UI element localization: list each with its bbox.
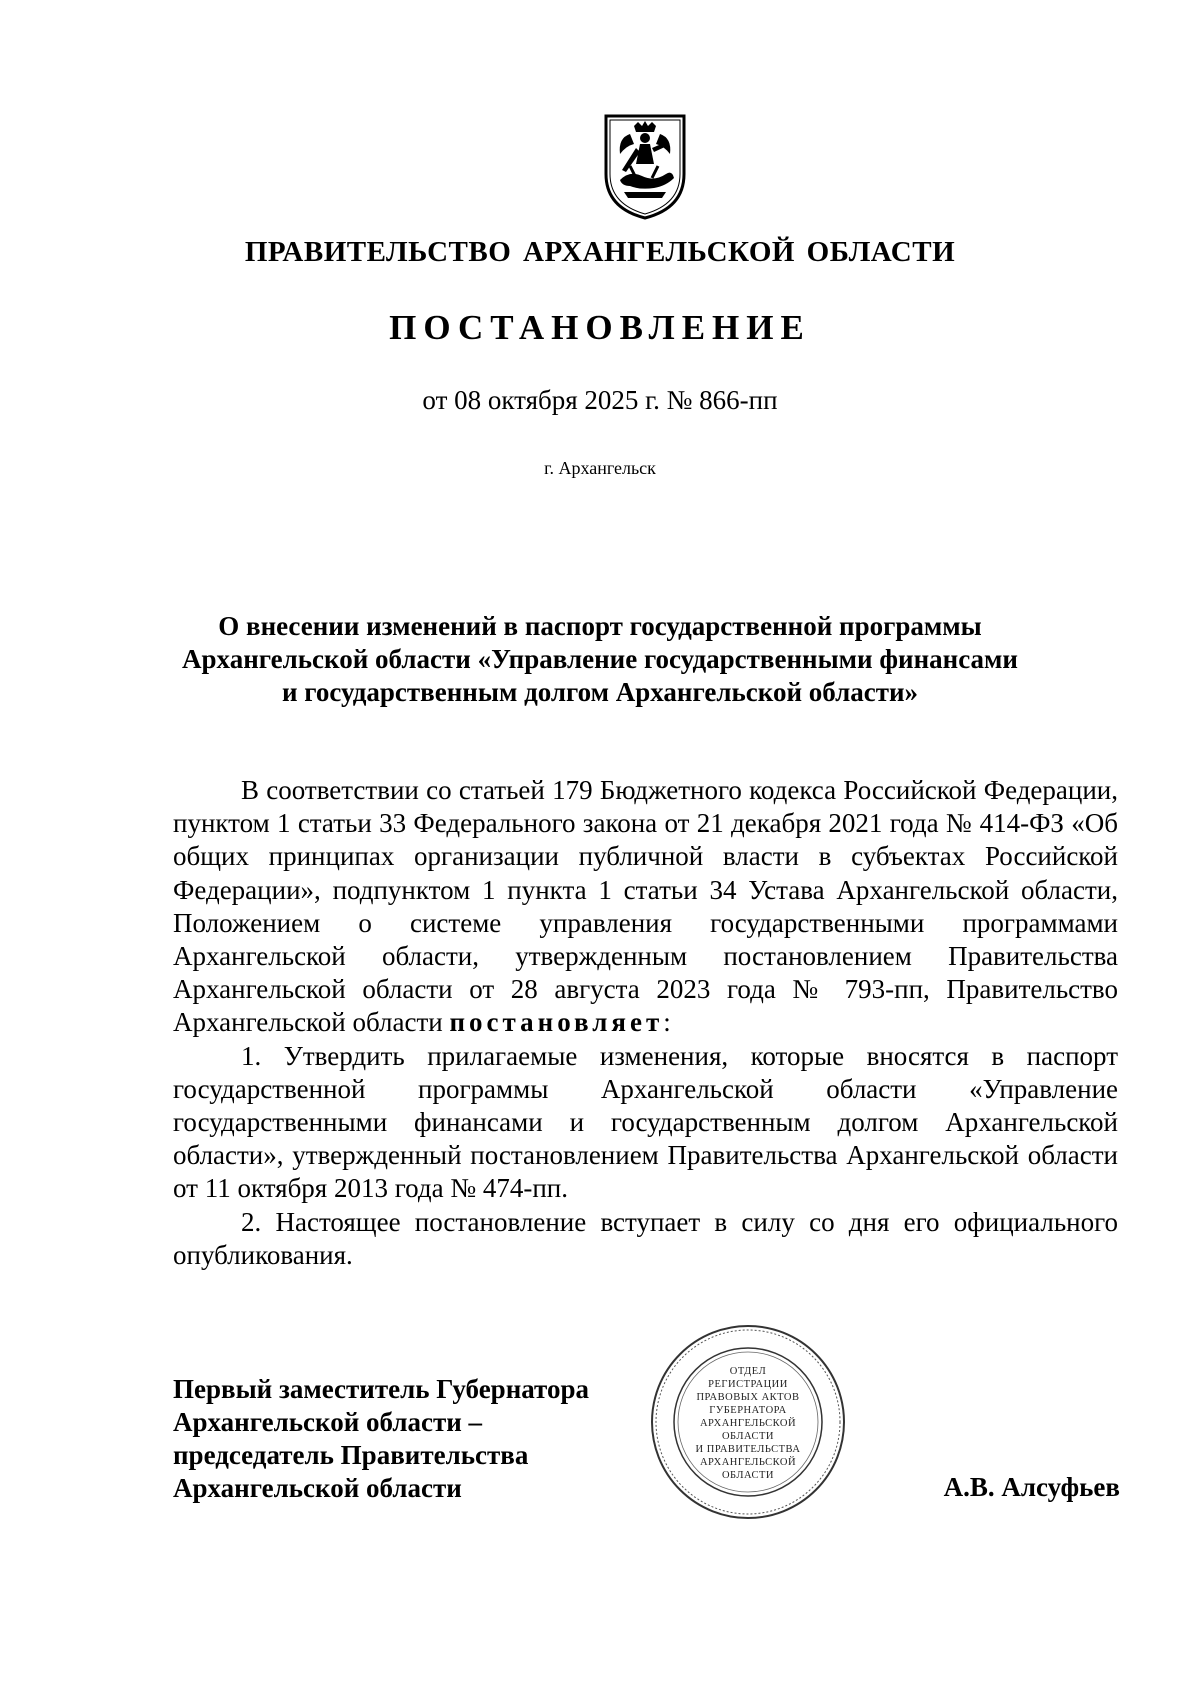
title-line: О внесении изменений в паспорт государственной программы (218, 611, 982, 641)
preamble-paragraph (173, 774, 1118, 1040)
seal-line: АРХАНГЕЛЬСКОЙ (699, 1457, 797, 1468)
resolves-word: постановляет (449, 1007, 664, 1038)
document-body (173, 774, 1118, 1272)
seal-line: ОБЛАСТИ (721, 1431, 775, 1442)
seal-text (648, 1322, 848, 1522)
city: г. Архангельск (544, 458, 656, 478)
document-date-number: от 08 октября 2025 г. № 866-пп (422, 385, 778, 415)
seal-line: ГУБЕРНАТОРА (709, 1405, 787, 1416)
coat-of-arms-icon (600, 112, 690, 222)
document-title (150, 610, 1050, 709)
official-seal-icon (648, 1322, 848, 1522)
document-type: ПОСТАНОВЛЕНИЕ (389, 308, 811, 347)
signer-position-line: председатель Правительства (173, 1440, 529, 1470)
title-line: Архангельской области «Управление государственными финансами (182, 644, 1018, 674)
seal-line: ОТДЕЛ (729, 1366, 767, 1377)
item-2: 2. Настоящее постановление вступает в силу со дня его официального опубликования. (173, 1206, 1118, 1270)
colon: : (663, 1007, 671, 1038)
signer-position (173, 1373, 589, 1505)
signer-name: А.В. Алсуфьев (943, 1472, 1120, 1502)
seal-line: ПРАВОВЫХ АКТОВ (696, 1392, 800, 1403)
seal-line: ОБЛАСТИ (721, 1470, 775, 1481)
organization-name: ПРАВИТЕЛЬСТВО АРХАНГЕЛЬСКОЙ ОБЛАСТИ (244, 236, 956, 268)
preamble-text: В соответствии со статьей 179 Бюджетного кодекса Российской Федерации, пунктом 1 статьи 33 Федерального закона от 21 декабря 2021 года № 414-ФЗ «Об общих принципах организации публичной власти в субъектах Российской Федерации», подпунктом 1 пункта 1 статьи 34 Устава Архангельской области, Положением о системе управления государственными программами Архангельской области, утвержденным постановлением Правительства Архангельской области от 28 августа 2023 года № 793-пп, Правительство Архангельской области (173, 775, 1118, 1038)
signer-position-line: Архангельской области (173, 1473, 462, 1503)
signer-position-line: Первый заместитель Губернатора (173, 1374, 589, 1404)
title-line: и государственным долгом Архангельской области» (281, 677, 919, 707)
item-1: 1. Утвердить прилагаемые изменения, которые вносятся в паспорт государственной программы Архангельской области «Управление государственными финансами и государственным долгом Архангельской области», утвержденный постановлением Правительства Архангельской области от 11 октября 2013 года № 474-пп. (173, 1040, 1118, 1204)
seal-line: АРХАНГЕЛЬСКОЙ (699, 1418, 797, 1429)
signer-position-line: Архангельской области – (173, 1407, 483, 1437)
seal-line: РЕГИСТРАЦИИ (708, 1379, 788, 1390)
seal-line: И ПРАВИТЕЛЬСТВА (695, 1444, 801, 1455)
